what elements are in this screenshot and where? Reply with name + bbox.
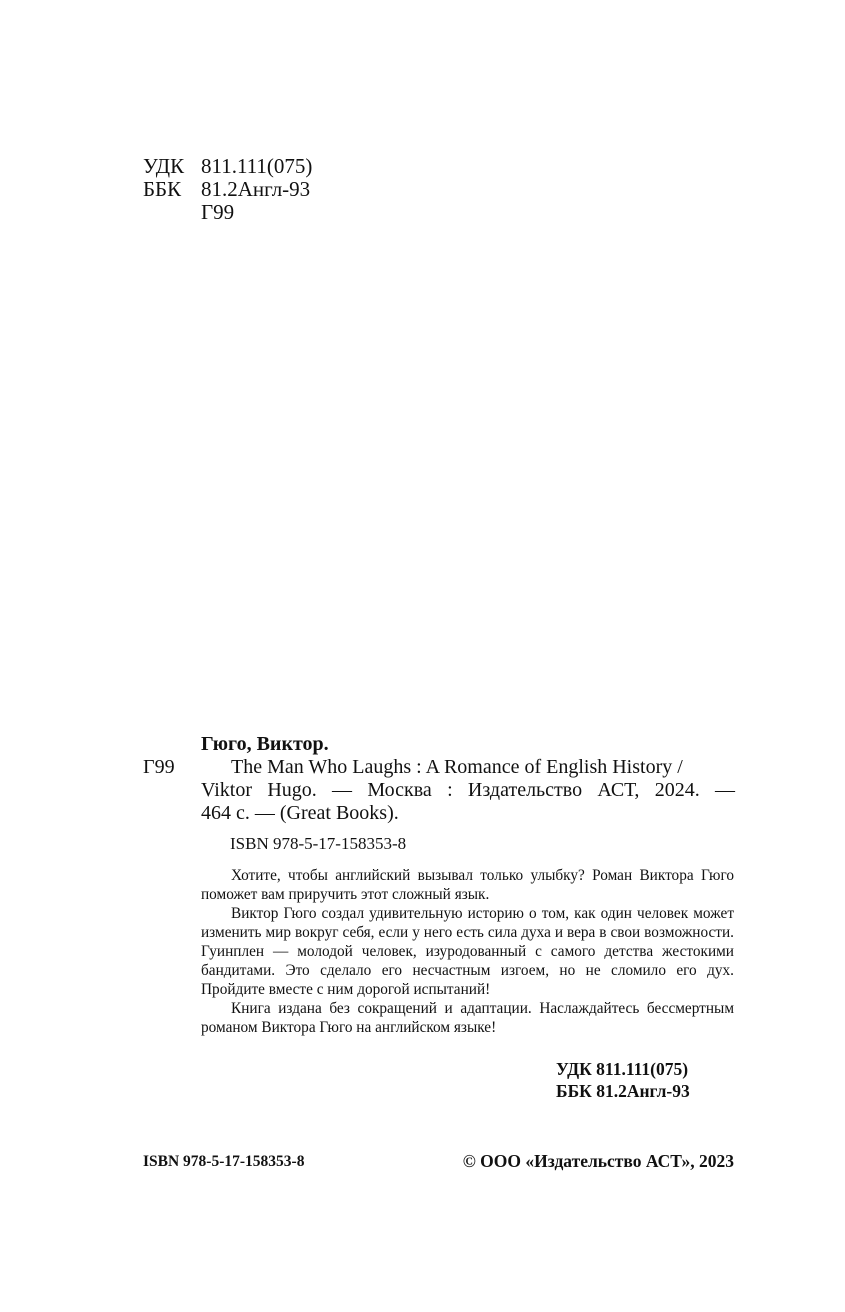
classification-block-bottom [556, 1058, 690, 1102]
bbk-bottom: ББК 81.2Англ-93 [556, 1081, 690, 1101]
bib-title-line: The Man Who Laughs : A Romance of English History / [231, 756, 683, 778]
author-mark-top: Г99 [201, 200, 235, 224]
footer-copyright: © ООО «Издательство АСТ», 2023 [462, 1151, 734, 1171]
annotation [201, 866, 734, 1037]
udk-value: 811.111(075) [201, 154, 313, 178]
annotation-paragraph: Хотите, чтобы английский вызывал только улыбку? Роман Виктора Гюго поможет вам приручить этот сложный язык. [201, 867, 734, 903]
bbk-label: ББК [143, 177, 182, 201]
footer-isbn: ISBN 978-5-17-158353-8 [143, 1153, 305, 1170]
bbk-value: 81.2Англ-93 [201, 177, 311, 201]
author-name: Гюго, Виктор. [201, 733, 329, 755]
annotation-paragraph: Книга издана без сокращений и адаптации. Наслаждайтесь бессмертным романом Виктора Гюго на английском языке! [201, 1000, 734, 1036]
bib-publisher-line: Viktor Hugo. — Москва : Издательство АСТ, 2024. — [201, 779, 735, 801]
udk-bottom: УДК 811.111(075) [556, 1059, 689, 1079]
isbn-line: ISBN 978-5-17-158353-8 [230, 834, 407, 853]
udk-label: УДК [143, 154, 185, 178]
bib-pages-line: 464 с. — (Great Books). [201, 802, 399, 824]
author-mark: Г99 [143, 756, 175, 778]
annotation-paragraph: Виктор Гюго создал удивительную историю о том, как один человек может изменить мир вокруг себя, если у него есть сила духа и вера в свои возможности. Гуинплен — молодой человек, изуродованный с самого детства жестокими бандитами. Это сделало его несчастным изгоем, но не сломило его дух. Пройдите вместе с ним дорогой испытаний! [201, 905, 734, 998]
